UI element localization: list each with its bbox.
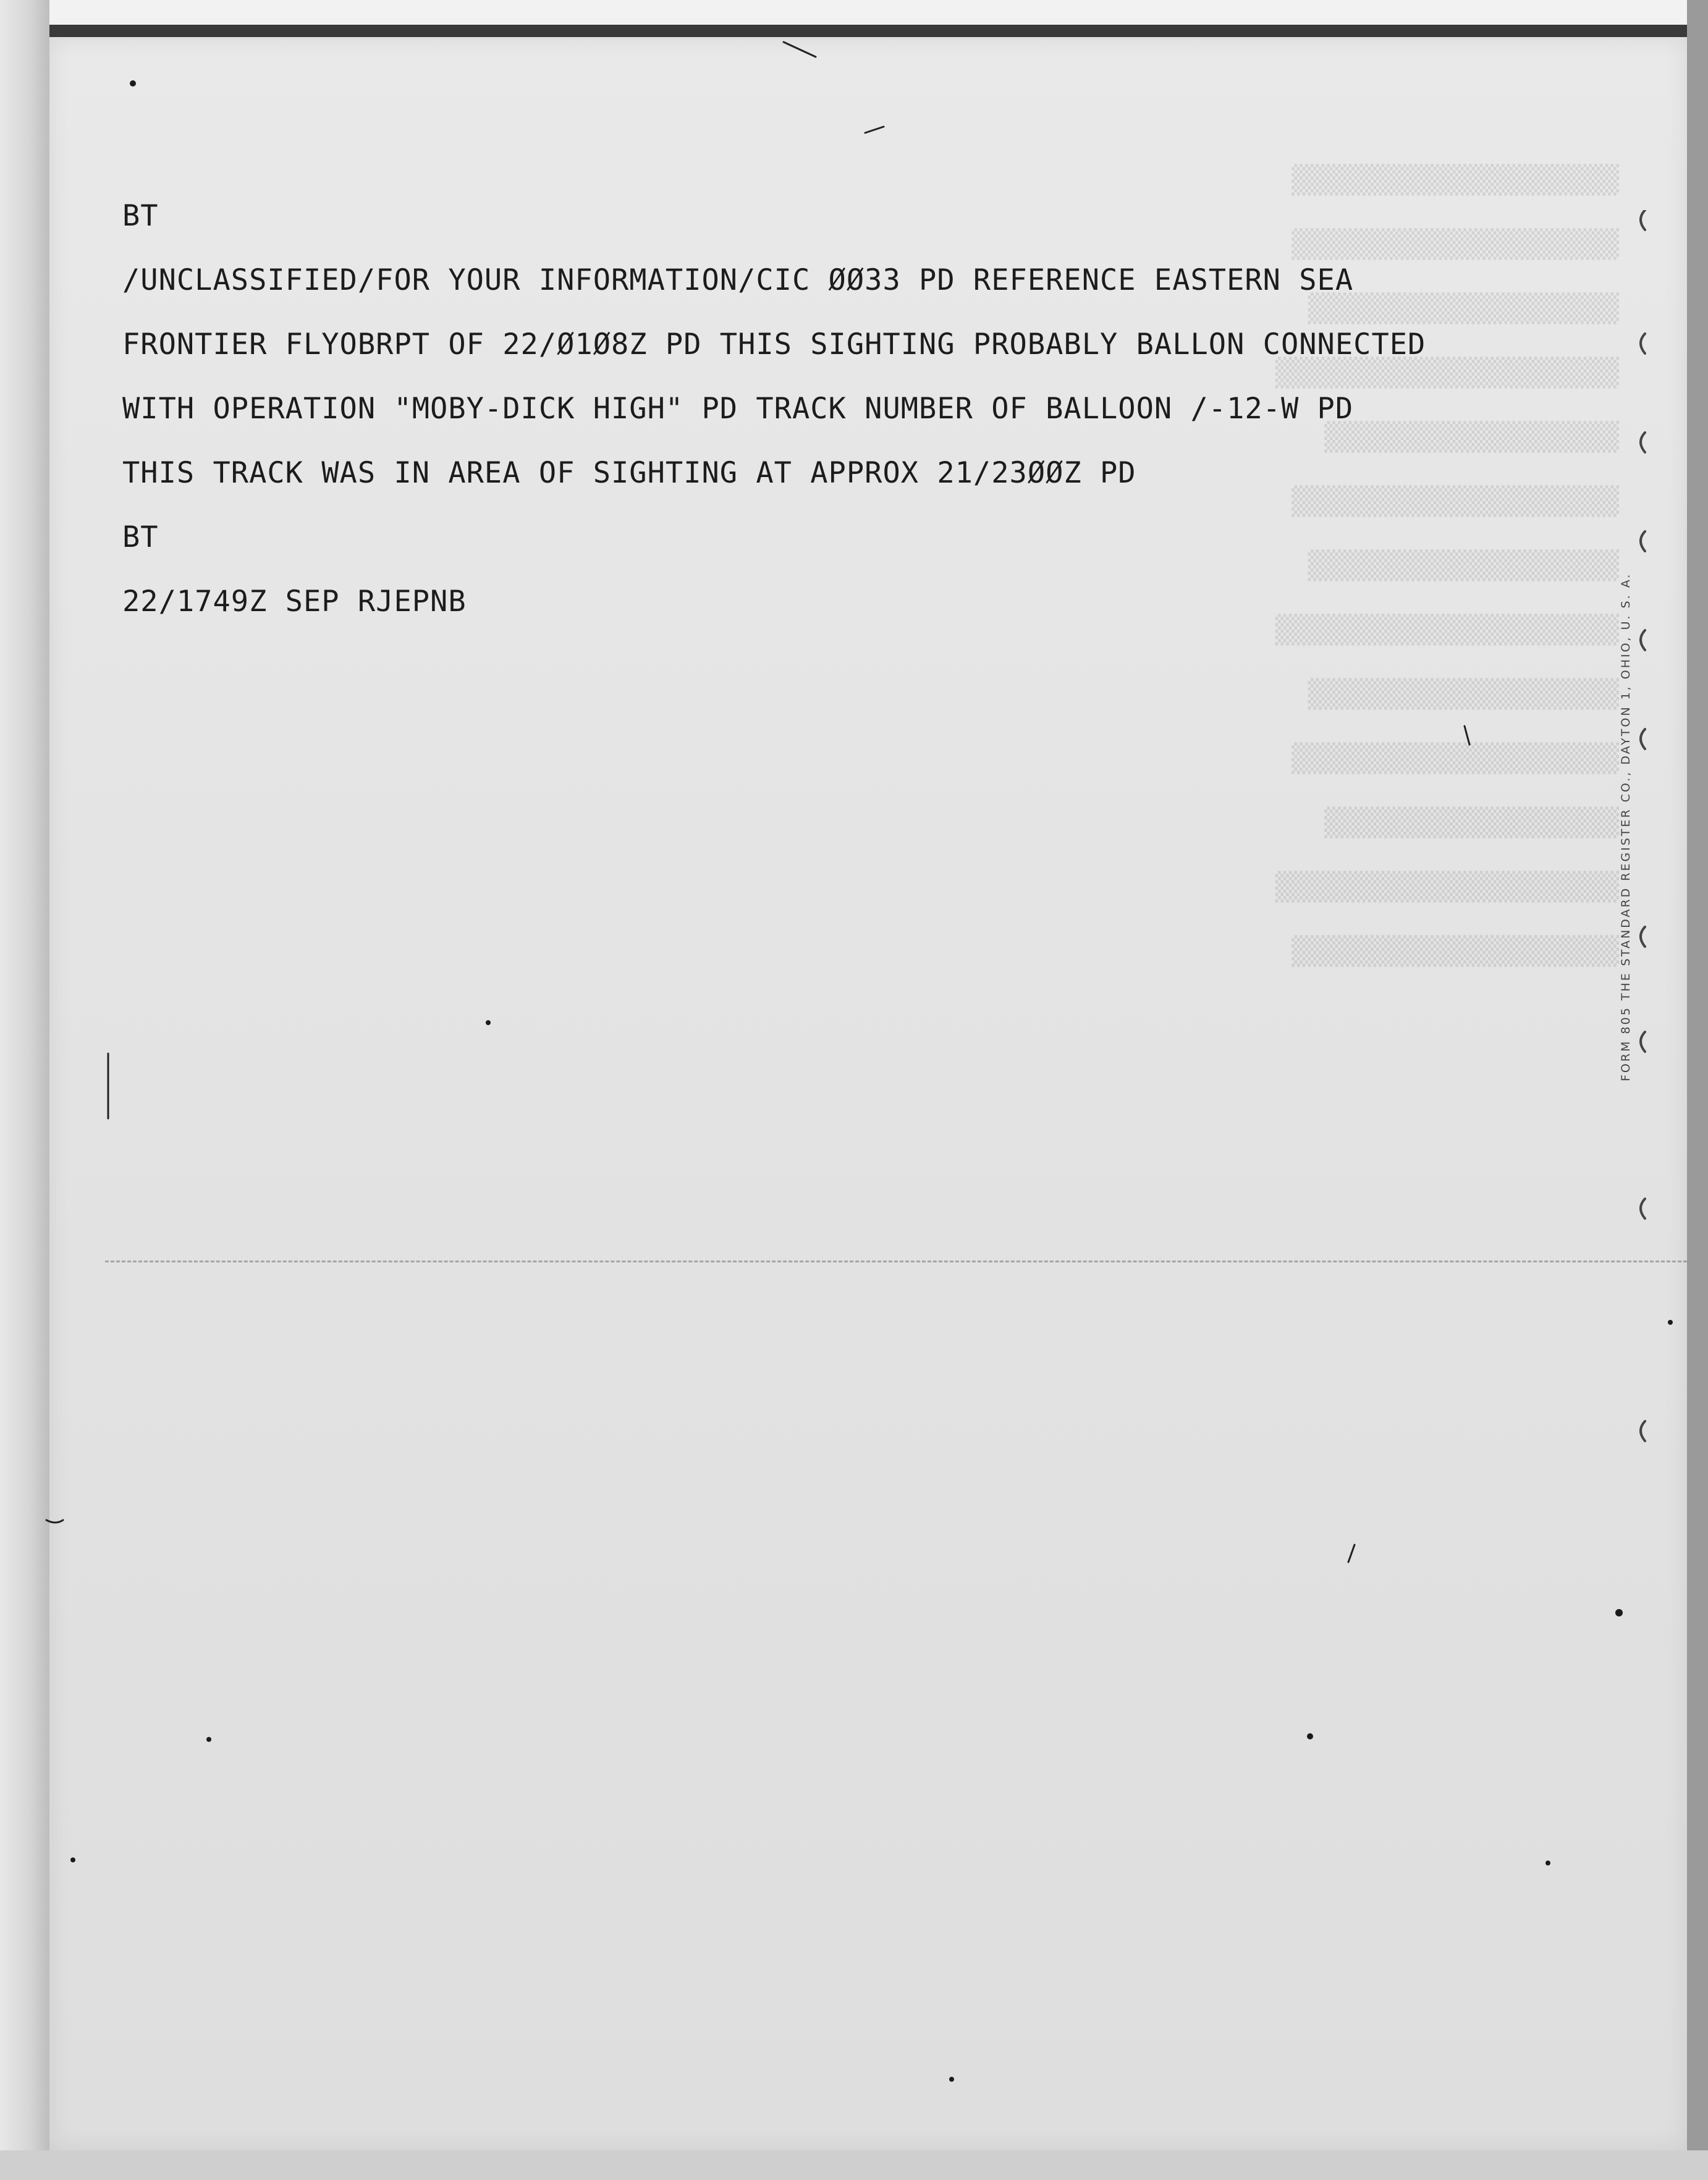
message-line: THIS TRACK WAS IN AREA OF SIGHTING AT APPROX 21/23ØØZ PD — [122, 456, 1136, 490]
bleed-through-text: ▒▒▒▒▒▒▒▒▒▒▒▒▒▒▒▒▒▒▒▒ ▒▒▒▒▒▒▒▒▒▒▒▒▒▒▒▒▒▒▒▒ ▒▒▒▒▒▒▒▒▒▒▒▒▒▒▒▒▒▒▒ ▒▒▒▒▒▒▒▒▒▒▒▒▒▒▒▒▒▒▒▒▒ ▒▒▒▒▒▒▒▒▒▒▒▒▒▒▒▒▒▒ ▒▒▒▒▒▒▒▒▒▒▒▒▒▒▒▒▒▒▒▒ ▒▒▒▒▒▒▒▒▒▒▒▒▒▒▒▒▒▒▒ ▒▒▒▒▒▒▒▒▒▒▒▒▒▒▒▒▒▒▒▒▒ ▒▒▒▒▒▒▒▒▒▒▒▒▒▒▒▒▒▒▒ ▒▒▒▒▒▒▒▒▒▒▒▒▒▒▒▒▒▒▒▒ ▒▒▒▒▒▒▒▒▒▒▒▒▒▒▒▒▒▒ ▒▒▒▒▒▒▒▒▒▒▒▒▒▒▒▒▒▒▒▒▒ ▒▒▒▒▒▒▒▒▒▒▒▒▒▒▒▒▒▒▒▒ — [1275, 164, 1619, 967]
message-line: FRONTIER FLYOBRPT OF 22/Ø1Ø8Z PD THIS SIGHTING PROBABLY BALLON CONNECTED — [122, 327, 1426, 361]
message-line: /UNCLASSIFIED/FOR YOUR INFORMATION/CIC ØØ33 PD REFERENCE EASTERN SEA — [122, 263, 1354, 297]
message-line: 22/1749Z SEP RJEPNB — [122, 585, 467, 619]
message-line: WITH OPERATION "MOBY-DICK HIGH" PD TRACK NUMBER OF BALLOON /-12-W PD — [122, 392, 1354, 426]
message-line: BT — [122, 199, 159, 233]
message-line: BT — [122, 520, 159, 554]
form-imprint: FORM 805 THE STANDARD REGISTER CO., DAYTON 1, OHIO, U. S. A. — [1619, 572, 1633, 1081]
